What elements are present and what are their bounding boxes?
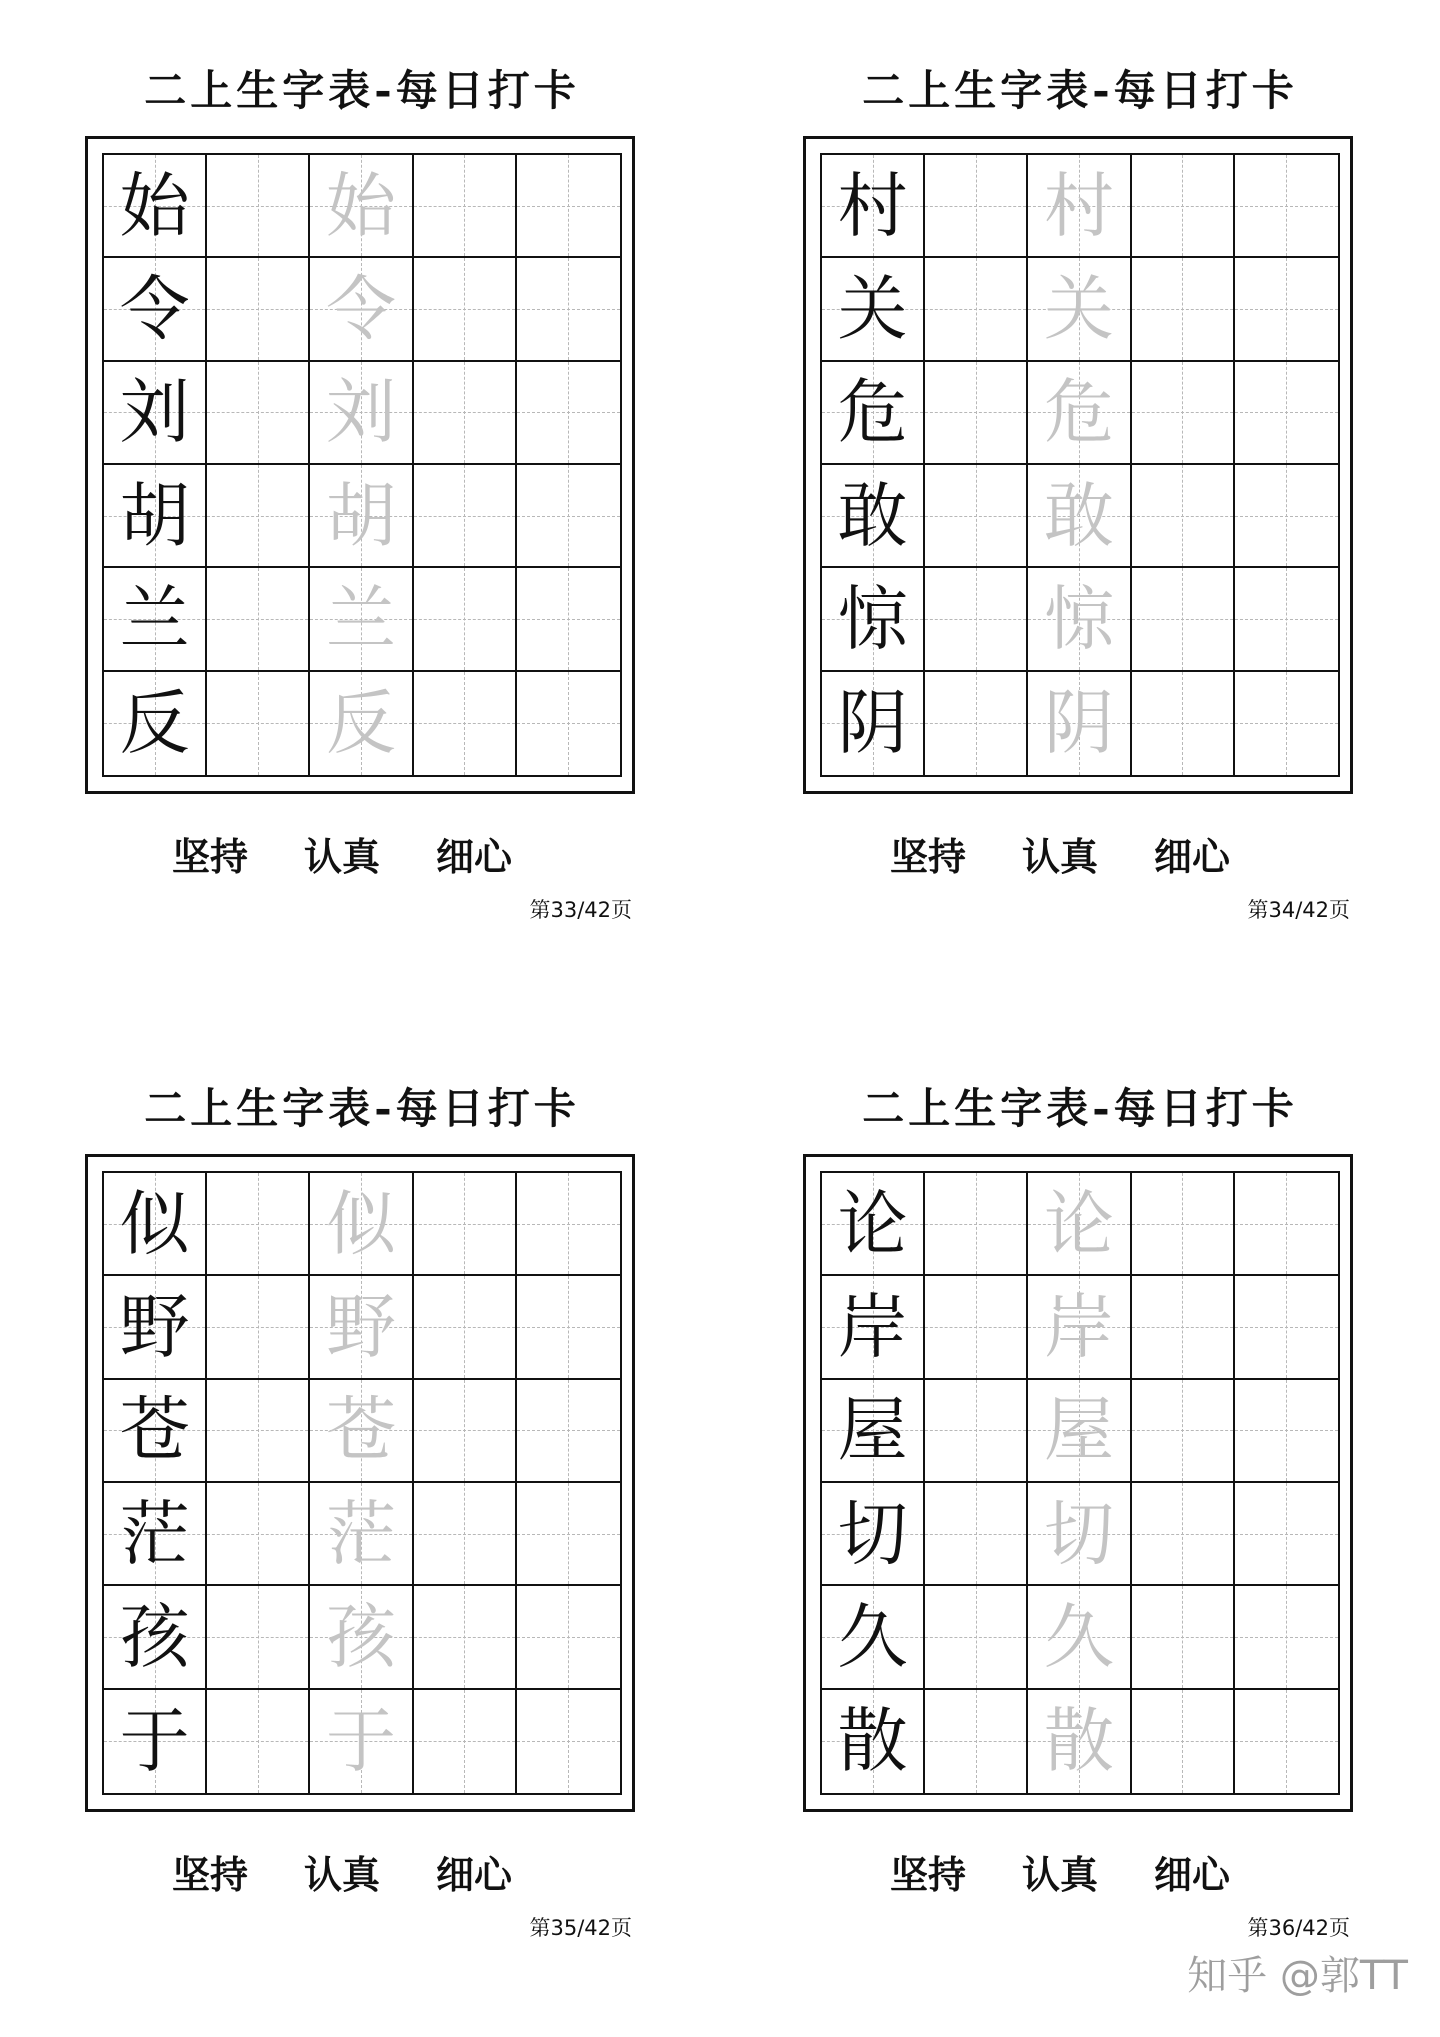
writing-cell xyxy=(207,362,310,465)
writing-cell xyxy=(925,1173,1028,1276)
motto-word: 细心 xyxy=(1153,834,1230,879)
writing-cell xyxy=(1028,1276,1131,1379)
trace-character: 论 xyxy=(1043,1182,1114,1265)
writing-grid-frame xyxy=(85,136,635,794)
writing-cell xyxy=(310,155,413,258)
motto xyxy=(890,826,1230,881)
writing-cell xyxy=(1235,362,1338,465)
model-character: 危 xyxy=(837,371,908,454)
writing-cell xyxy=(1132,1690,1235,1793)
writing-cell xyxy=(207,1173,310,1276)
writing-cell xyxy=(414,155,517,258)
writing-cell xyxy=(310,568,413,671)
motto-word: 细心 xyxy=(1153,1852,1230,1897)
writing-cell xyxy=(1235,568,1338,671)
writing-cell xyxy=(414,1173,517,1276)
trace-character: 胡 xyxy=(325,474,396,557)
writing-cell xyxy=(822,465,925,568)
trace-character: 苍 xyxy=(325,1389,396,1472)
writing-cell xyxy=(207,568,310,671)
motto-word: 细心 xyxy=(435,1852,512,1897)
trace-character: 切 xyxy=(1043,1492,1114,1575)
writing-cell xyxy=(207,465,310,568)
writing-cell xyxy=(1028,465,1131,568)
writing-cell xyxy=(517,568,620,671)
writing-cell xyxy=(517,672,620,775)
writing-cell xyxy=(1028,568,1131,671)
writing-cell xyxy=(1235,1483,1338,1586)
writing-cell xyxy=(1132,1380,1235,1483)
writing-grid xyxy=(820,153,1340,777)
writing-cell xyxy=(414,1586,517,1689)
writing-cell xyxy=(104,1276,207,1379)
writing-cell xyxy=(1028,1690,1131,1793)
writing-cell xyxy=(104,155,207,258)
writing-cell xyxy=(104,672,207,775)
motto-word: 坚持 xyxy=(172,1852,249,1897)
writing-cell xyxy=(414,672,517,775)
writing-cell xyxy=(517,155,620,258)
writing-cell xyxy=(1132,672,1235,775)
model-character: 久 xyxy=(837,1595,908,1678)
model-character: 刘 xyxy=(119,371,190,454)
writing-cell xyxy=(822,1483,925,1586)
writing-cell xyxy=(207,1690,310,1793)
writing-cell xyxy=(310,1483,413,1586)
writing-cell xyxy=(310,362,413,465)
writing-cell xyxy=(517,1586,620,1689)
writing-cell xyxy=(822,258,925,361)
motto-word: 细心 xyxy=(435,834,512,879)
writing-cell xyxy=(414,465,517,568)
worksheet-sheet xyxy=(800,1018,1360,1948)
trace-character: 久 xyxy=(1043,1595,1114,1678)
sheet-title: 二上生字表-每日打卡 xyxy=(144,66,580,115)
writing-cell xyxy=(207,155,310,258)
writing-cell xyxy=(1132,1586,1235,1689)
model-character: 始 xyxy=(119,164,190,247)
writing-cell xyxy=(1235,1276,1338,1379)
motto xyxy=(172,826,512,881)
writing-cell xyxy=(310,1380,413,1483)
writing-cell xyxy=(104,1380,207,1483)
watermark: 知乎 @郭TT xyxy=(1187,1953,1408,1999)
writing-cell xyxy=(925,362,1028,465)
writing-cell xyxy=(207,1276,310,1379)
writing-cell xyxy=(822,1586,925,1689)
model-character: 反 xyxy=(119,682,190,765)
trace-character: 岸 xyxy=(1043,1285,1114,1368)
writing-cell xyxy=(310,1173,413,1276)
writing-cell xyxy=(104,362,207,465)
writing-cell xyxy=(1235,258,1338,361)
model-character: 孩 xyxy=(119,1595,190,1678)
writing-cell xyxy=(310,258,413,361)
writing-cell xyxy=(207,258,310,361)
writing-cell xyxy=(925,465,1028,568)
model-character: 散 xyxy=(837,1700,908,1783)
writing-cell xyxy=(822,362,925,465)
trace-character: 屋 xyxy=(1043,1389,1114,1472)
writing-cell xyxy=(925,1586,1028,1689)
writing-cell xyxy=(1235,1586,1338,1689)
model-character: 村 xyxy=(837,164,908,247)
writing-cell xyxy=(207,1380,310,1483)
model-character: 兰 xyxy=(119,577,190,660)
motto-word: 认真 xyxy=(303,1852,380,1897)
writing-cell xyxy=(104,1690,207,1793)
writing-cell xyxy=(517,465,620,568)
model-character: 苍 xyxy=(119,1389,190,1472)
trace-character: 刘 xyxy=(325,371,396,454)
worksheet-sheet xyxy=(82,1018,642,1948)
writing-cell xyxy=(207,1483,310,1586)
writing-cell xyxy=(925,672,1028,775)
writing-cell xyxy=(1132,155,1235,258)
writing-cell xyxy=(104,1173,207,1276)
model-character: 关 xyxy=(837,267,908,350)
writing-cell xyxy=(517,1483,620,1586)
trace-character: 茫 xyxy=(325,1492,396,1575)
writing-cell xyxy=(1028,1380,1131,1483)
model-character: 野 xyxy=(119,1285,190,1368)
writing-cell xyxy=(1028,1173,1131,1276)
writing-cell xyxy=(104,1483,207,1586)
writing-cell xyxy=(1132,1173,1235,1276)
writing-cell xyxy=(414,1380,517,1483)
motto-word: 认真 xyxy=(303,834,380,879)
writing-grid-frame xyxy=(803,136,1353,794)
worksheet-sheet xyxy=(800,0,1360,930)
writing-cell xyxy=(925,1483,1028,1586)
writing-cell xyxy=(822,568,925,671)
writing-cell xyxy=(1235,1690,1338,1793)
page-number: 第36/42页 xyxy=(1247,1916,1350,1940)
page-number: 第35/42页 xyxy=(529,1916,632,1940)
trace-character: 关 xyxy=(1043,267,1114,350)
writing-cell xyxy=(1235,1380,1338,1483)
writing-cell xyxy=(1235,1173,1338,1276)
motto-word: 坚持 xyxy=(890,1852,967,1897)
writing-cell xyxy=(1235,155,1338,258)
writing-cell xyxy=(310,672,413,775)
writing-grid xyxy=(820,1171,1340,1795)
trace-character: 似 xyxy=(325,1182,396,1265)
writing-cell xyxy=(822,672,925,775)
writing-cell xyxy=(517,1380,620,1483)
model-character: 切 xyxy=(837,1492,908,1575)
writing-cell xyxy=(925,1690,1028,1793)
motto-word: 坚持 xyxy=(890,834,967,879)
writing-cell xyxy=(207,1586,310,1689)
writing-cell xyxy=(104,1586,207,1689)
model-character: 令 xyxy=(119,267,190,350)
writing-cell xyxy=(310,465,413,568)
model-character: 敢 xyxy=(837,474,908,557)
trace-character: 村 xyxy=(1043,164,1114,247)
writing-cell xyxy=(1028,1483,1131,1586)
trace-character: 反 xyxy=(325,682,396,765)
motto xyxy=(890,1844,1230,1899)
writing-cell xyxy=(1235,465,1338,568)
writing-cell xyxy=(1132,362,1235,465)
writing-cell xyxy=(1028,362,1131,465)
writing-cell xyxy=(925,1380,1028,1483)
worksheet-sheet xyxy=(82,0,642,930)
writing-grid-frame xyxy=(85,1154,635,1812)
motto-word: 认真 xyxy=(1021,834,1098,879)
writing-cell xyxy=(414,1276,517,1379)
writing-cell xyxy=(1028,1586,1131,1689)
writing-cell xyxy=(1132,1276,1235,1379)
writing-cell xyxy=(310,1276,413,1379)
sheet-title: 二上生字表-每日打卡 xyxy=(144,1084,580,1133)
model-character: 屋 xyxy=(837,1389,908,1472)
writing-cell xyxy=(925,568,1028,671)
writing-cell xyxy=(1235,672,1338,775)
writing-cell xyxy=(822,1380,925,1483)
motto xyxy=(172,1844,512,1899)
writing-cell xyxy=(925,155,1028,258)
model-character: 岸 xyxy=(837,1285,908,1368)
trace-character: 散 xyxy=(1043,1700,1114,1783)
model-character: 于 xyxy=(119,1700,190,1783)
motto-word: 认真 xyxy=(1021,1852,1098,1897)
page-number: 第34/42页 xyxy=(1247,898,1350,922)
writing-cell xyxy=(414,568,517,671)
writing-cell xyxy=(104,568,207,671)
trace-character: 孩 xyxy=(325,1595,396,1678)
writing-cell xyxy=(414,258,517,361)
page-number: 第33/42页 xyxy=(529,898,632,922)
writing-cell xyxy=(822,1690,925,1793)
trace-character: 敢 xyxy=(1043,474,1114,557)
writing-grid-frame xyxy=(803,1154,1353,1812)
writing-cell xyxy=(1132,1483,1235,1586)
trace-character: 野 xyxy=(325,1285,396,1368)
writing-cell xyxy=(207,672,310,775)
writing-cell xyxy=(414,362,517,465)
writing-cell xyxy=(822,155,925,258)
model-character: 似 xyxy=(119,1182,190,1265)
writing-cell xyxy=(104,465,207,568)
writing-cell xyxy=(414,1690,517,1793)
writing-cell xyxy=(925,258,1028,361)
model-character: 阴 xyxy=(837,682,908,765)
writing-cell xyxy=(822,1276,925,1379)
writing-grid xyxy=(102,153,622,777)
writing-cell xyxy=(1028,155,1131,258)
writing-cell xyxy=(517,1276,620,1379)
trace-character: 兰 xyxy=(325,577,396,660)
model-character: 论 xyxy=(837,1182,908,1265)
sheet-title: 二上生字表-每日打卡 xyxy=(862,1084,1298,1133)
writing-cell xyxy=(517,362,620,465)
writing-cell xyxy=(310,1690,413,1793)
writing-cell xyxy=(104,258,207,361)
trace-character: 惊 xyxy=(1043,577,1114,660)
writing-cell xyxy=(1028,672,1131,775)
trace-character: 于 xyxy=(325,1700,396,1783)
writing-cell xyxy=(517,258,620,361)
writing-cell xyxy=(414,1483,517,1586)
writing-cell xyxy=(310,1586,413,1689)
writing-cell xyxy=(822,1173,925,1276)
writing-cell xyxy=(517,1173,620,1276)
writing-cell xyxy=(1028,258,1131,361)
trace-character: 阴 xyxy=(1043,682,1114,765)
writing-cell xyxy=(517,1690,620,1793)
sheet-title: 二上生字表-每日打卡 xyxy=(862,66,1298,115)
model-character: 胡 xyxy=(119,474,190,557)
model-character: 茫 xyxy=(119,1492,190,1575)
motto-word: 坚持 xyxy=(172,834,249,879)
trace-character: 令 xyxy=(325,267,396,350)
trace-character: 危 xyxy=(1043,371,1114,454)
writing-cell xyxy=(925,1276,1028,1379)
model-character: 惊 xyxy=(837,577,908,660)
writing-cell xyxy=(1132,465,1235,568)
writing-cell xyxy=(1132,568,1235,671)
trace-character: 始 xyxy=(325,164,396,247)
writing-cell xyxy=(1132,258,1235,361)
writing-grid xyxy=(102,1171,622,1795)
